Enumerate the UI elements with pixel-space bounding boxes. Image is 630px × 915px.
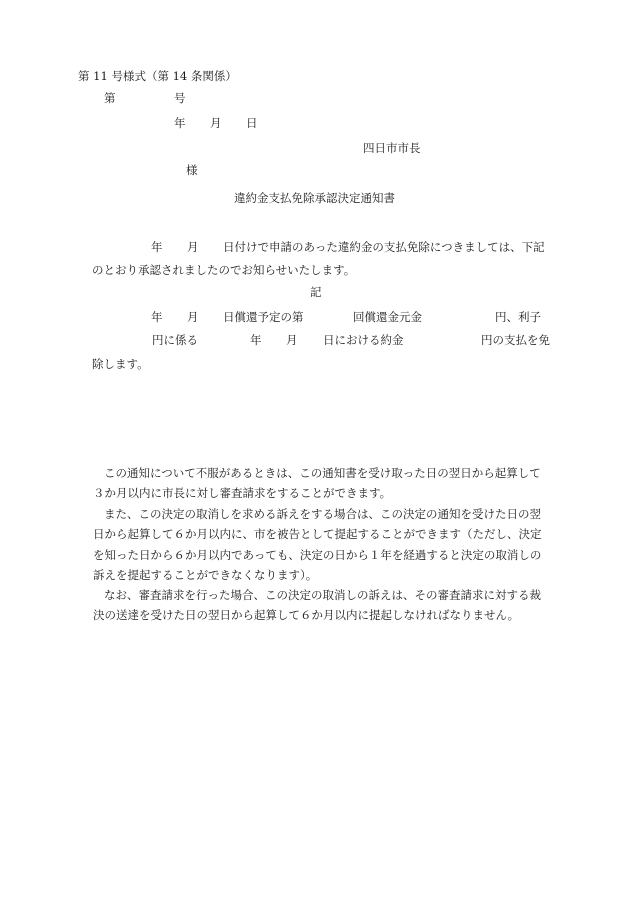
ki-heading: 記 xyxy=(310,285,322,299)
date-month: 月 xyxy=(210,116,222,130)
notice-p1-line1: この通知について不服があるときは、この通知書を受け取った日の翌日から起算して xyxy=(104,466,541,480)
number-suffix: 号 xyxy=(174,91,186,105)
detail1-month: 月 xyxy=(187,310,199,324)
detail1-a: 日償還予定の第 xyxy=(223,310,304,324)
document-title: 違約金支払免除承認決定通知書 xyxy=(234,191,395,205)
detail2-year: 年 xyxy=(250,333,262,347)
number-prefix: 第 xyxy=(104,91,116,105)
body-line1-text: 日付けで申請のあった違約金の支払免除につきましては、下記 xyxy=(223,240,545,254)
addressee-suffix: 様 xyxy=(186,163,198,177)
detail2-a: 円に係る xyxy=(152,333,198,347)
notice-p3-line1: なお、審査請求を行った場合、この決定の取消しの訴えは、その審査請求に対する裁 xyxy=(104,588,541,602)
notice-paragraph-1 xyxy=(93,463,555,504)
notice-p2-line3: を知った日から６か月以内であっても、決定の日から１年を経過すると決定の取消しの xyxy=(93,547,542,562)
form-number: 第 11 号様式（第 14 条関係） xyxy=(78,69,237,83)
detail1-c: 円、利子 xyxy=(495,310,541,324)
notice-p2-line2: 日から起算して６か月以内に、市を被告として提起することができます（ただし、決定 xyxy=(93,527,542,542)
issuer: 四日市市長 xyxy=(363,141,421,155)
notice-paragraph-2 xyxy=(93,504,555,585)
detail3: 除します。 xyxy=(92,357,149,371)
detail2-b: 日における約金 xyxy=(323,333,404,347)
body-year: 年 xyxy=(151,240,163,254)
notice-paragraph-3 xyxy=(93,585,555,626)
date-day: 日 xyxy=(246,116,258,130)
notice-p2-line1: また、この決定の取消しを求める訴えをする場合は、この決定の通知を受けた日の翌 xyxy=(104,507,541,521)
body-line2: のとおり承認されましたのでお知らせいたします。 xyxy=(92,263,356,277)
detail1-b: 回償還金元金 xyxy=(353,310,422,324)
detail2-month: 月 xyxy=(286,333,298,347)
date-year: 年 xyxy=(174,116,186,130)
notice-p3-line2: 決の送達を受けた日の翌日から起算して６か月以内に提起しなければなりません。 xyxy=(93,608,520,623)
notice-p1-line2: ３か月以内に市長に対し審査請求をすることができます。 xyxy=(93,486,392,501)
detail2-c: 円の支払を免 xyxy=(481,333,550,347)
notice-p2-line4: 訴えを提起することができなくなります）。 xyxy=(93,567,318,582)
detail1-year: 年 xyxy=(151,310,163,324)
body-month: 月 xyxy=(187,240,199,254)
